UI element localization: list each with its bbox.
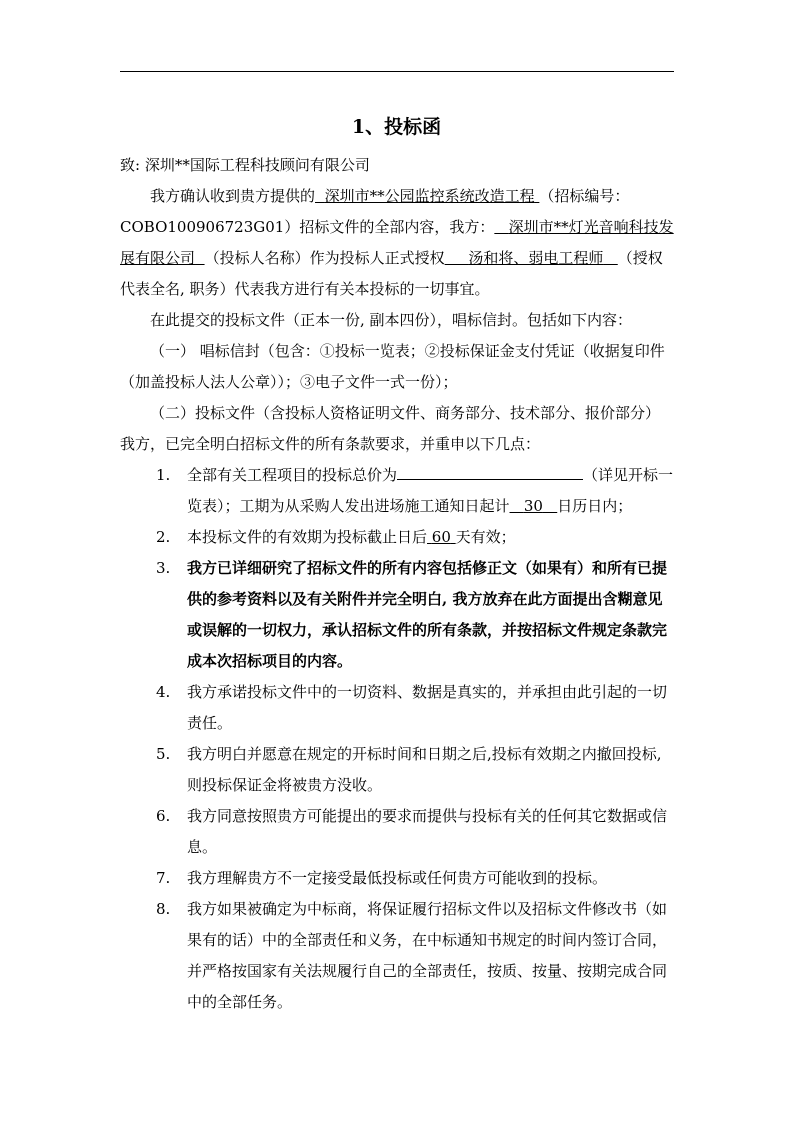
duration-days: 30: [523, 497, 543, 515]
item-text: 我方理解贵方不一定接受最低投标或任何贵方可能收到的投标。: [187, 869, 608, 887]
item-text: 我方如果被确定为中标商，将保证履行招标文件以及招标文件修改书（如果有的话）中的全部责任和义务，在中标通知书规定的时间内签订合同，并严格按国家有关法规履行自己的全部责任，按质、按量、按期完成合同中的全部任务。: [187, 900, 668, 1011]
item-number: 1.: [156, 466, 171, 484]
item-text: 我方明白并愿意在规定的开标时间和日期之后,投标有效期之内撤回投标, 则投标保证金将被贵方没收。: [187, 745, 662, 794]
list-item: [120, 522, 674, 553]
intro-text-2: （招标编号：COBO100906723G01）招标文件的全部内容，我方：: [120, 187, 630, 236]
list-item: [120, 894, 674, 1018]
item-number: 6.: [156, 807, 171, 825]
authorized-rep: 汤和将、弱电工程师: [468, 249, 604, 267]
sub-item-1: （一） 唱标信封（包含：①投标一览表；②投标保证金支付凭证（收据复印件（加盖投标人法人公章））；③电子文件一式一份）；: [120, 342, 665, 391]
item-number: 5.: [156, 745, 171, 763]
list-item: [120, 553, 674, 677]
intro-text-1: 我方确认收到贵方提供的: [150, 187, 316, 205]
intro-text-4: （授权代表全名, 职务）代表我方进行有关本投标的一切事宜。: [120, 249, 663, 298]
item-number: 2.: [156, 528, 171, 546]
intro-paragraph: [120, 181, 674, 305]
bidder-name: 深圳市**灯光音响科技发展有限公司: [120, 218, 674, 267]
item-text: 我方已详细研究了招标文件的所有内容包括修正文（如果有）和所有已提供的参考资料以及有关附件并完全明白, 我方放弃在此方面提出含糊意见或误解的一切权力，承认招标文件的所有条款，并按招标文件规定条款完成本次招标项目的内容。: [187, 559, 668, 670]
submission-paragraph: 在此提交的投标文件（正本一份, 副本四份），唱标信封。包括如下内容：: [150, 311, 633, 329]
item-number: 3.: [156, 559, 171, 577]
item-number: 7.: [156, 869, 171, 887]
sub-item-2: （二）投标文件（含投标人资格证明文件、商务部分、技术部分、报价部分）: [150, 404, 661, 422]
intro-text-3: （投标人名称）作为投标人正式授权: [204, 249, 445, 267]
project-name: 深圳市**公园监控系统改造工程: [324, 187, 535, 205]
price-blank: [397, 460, 583, 480]
page-title: 1、投标函: [351, 116, 442, 138]
validity-days: 60: [431, 528, 451, 546]
list-item: [120, 460, 674, 522]
salutation: 致: 深圳**国际工程科技顾问有限公司: [120, 156, 370, 174]
item-text: 全部有关工程项目的投标总价为 （详见开标一览表）；工期为从采购人发出进场施工通知日起计 30 日历日内；: [187, 460, 674, 522]
declaration: 我方，已完全明白招标文件的所有条款要求，并重申以下几点：: [120, 435, 541, 453]
header-rule: [120, 71, 674, 72]
item-text: 我方同意按照贵方可能提出的要求而提供与投标有关的任何其它数据或信息。: [187, 807, 668, 856]
item-text: 我方承诺投标文件中的一切资料、数据是真实的，并承担由此引起的一切责任。: [187, 683, 668, 732]
list-item: [120, 739, 674, 801]
item-number: 8.: [156, 900, 171, 918]
list-item: [120, 677, 674, 739]
item-number: 4.: [156, 683, 171, 701]
list-item: [120, 801, 674, 863]
item-text: 本投标文件的有效期为投标截止日后 60 天有效；: [187, 528, 516, 546]
list-item: [120, 863, 674, 894]
